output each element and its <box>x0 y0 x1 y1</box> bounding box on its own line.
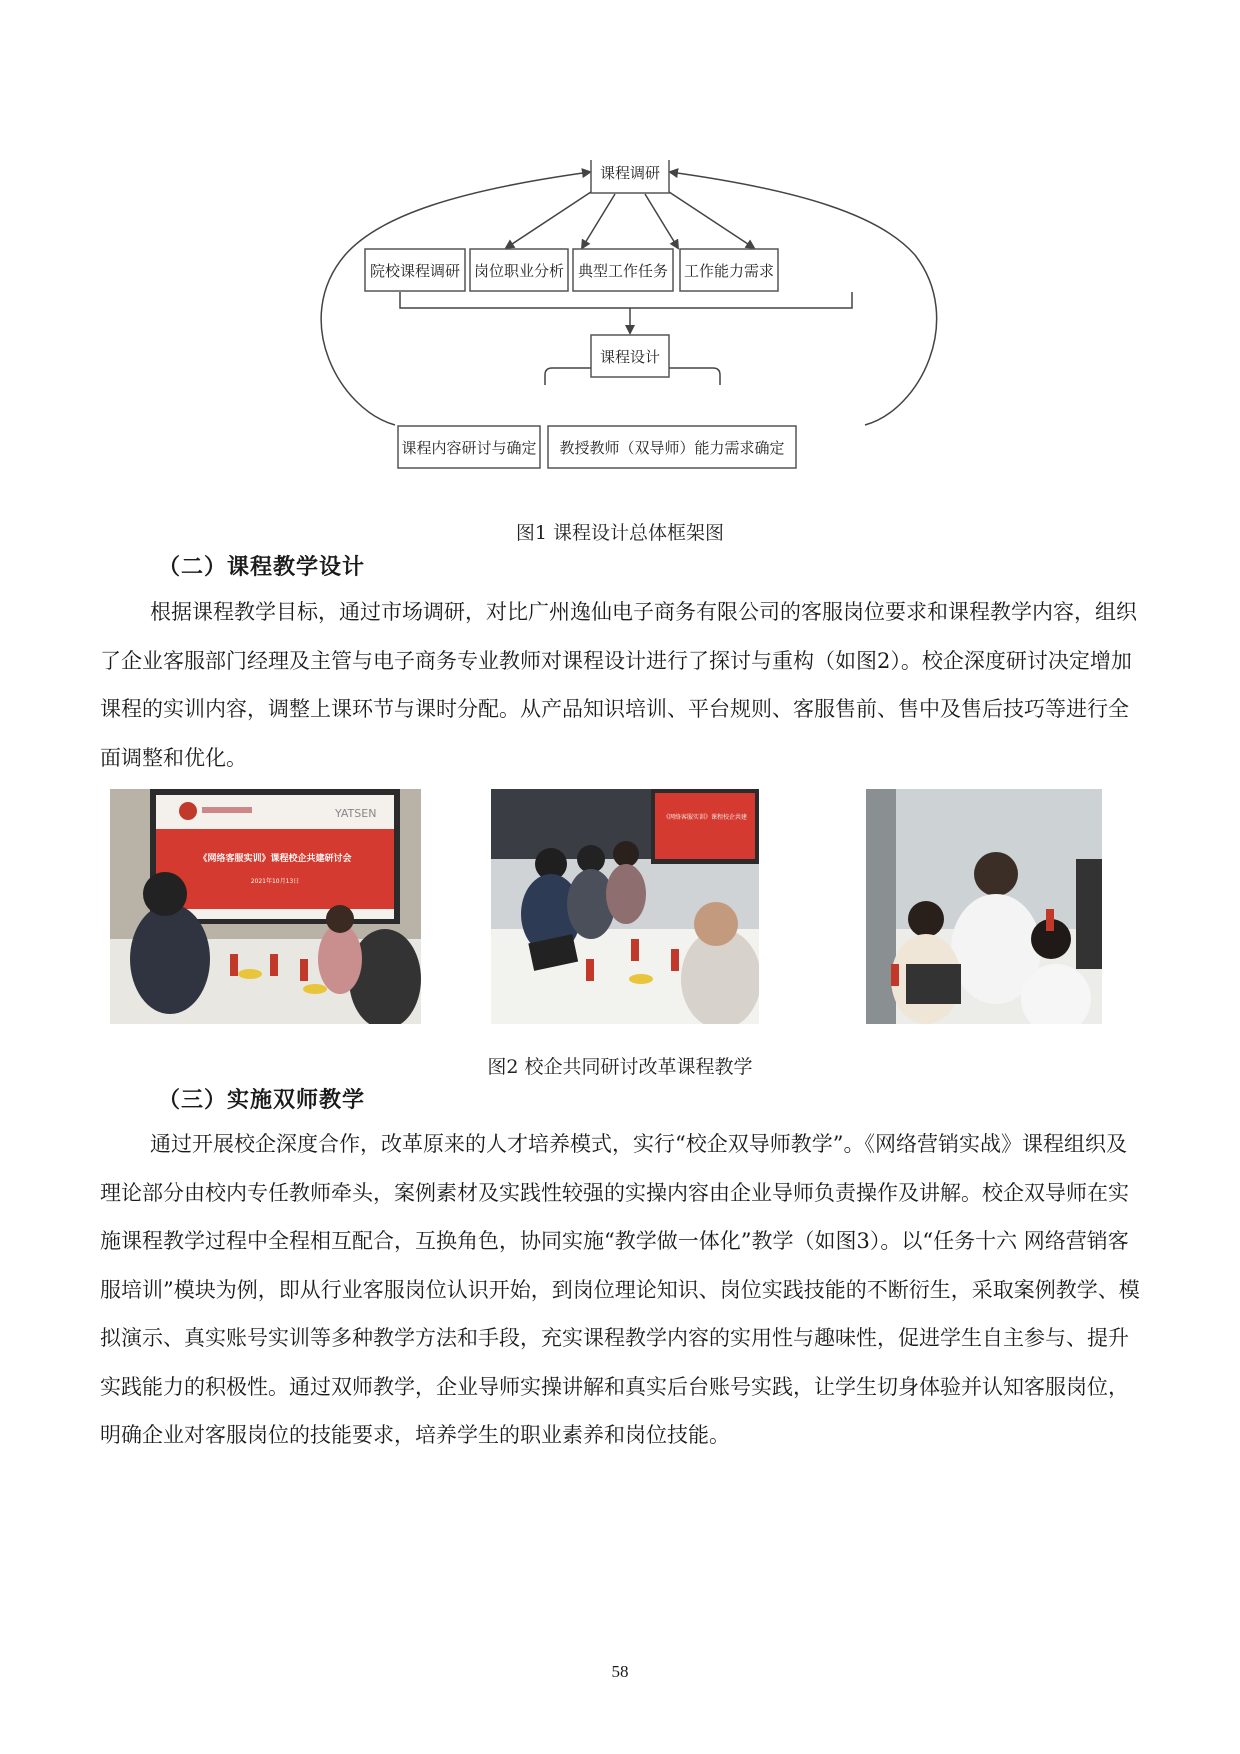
photo-meeting-2 <box>491 789 759 1024</box>
photo1-logo-text: YATSEN <box>335 807 377 820</box>
photo-meeting-1 <box>110 789 421 1024</box>
node-job-analysis <box>470 249 568 291</box>
node-course-design <box>591 335 669 377</box>
figure2-caption: 图2 校企共同研讨改革课程教学 <box>487 1056 753 1078</box>
node-dual-teacher-requirements <box>548 426 796 468</box>
photo1-screen-title: 《网络客服实训》课程校企共建研讨会 <box>198 854 352 864</box>
svg-text:课程设计: 课程设计 <box>599 348 661 366</box>
figure1-caption: 图1 课程设计总体框架图 <box>515 522 725 544</box>
section2-heading: （二）课程教学设计 <box>158 554 366 580</box>
svg-text:岗位职业分析: 岗位职业分析 <box>473 262 565 280</box>
svg-text:工作能力需求: 工作能力需求 <box>683 262 775 280</box>
loop-arrow-left <box>321 172 590 425</box>
photo1-screen-date: 2021年10月13日 <box>250 878 300 885</box>
svg-text:教授教师（双导师）能力需求确定: 教授教师（双导师）能力需求确定 <box>559 439 785 457</box>
svg-text:典型工作任务: 典型工作任务 <box>577 262 669 280</box>
svg-text:课程内容研讨与确定: 课程内容研讨与确定 <box>401 439 537 457</box>
section3-heading: （三）实施双师教学 <box>158 1087 366 1113</box>
photo-meeting-3 <box>866 789 1102 1024</box>
node-school-course-research <box>365 249 465 291</box>
node-course-research <box>591 160 669 193</box>
course-design-framework-diagram <box>320 160 940 480</box>
node-typical-tasks <box>573 249 673 291</box>
loop-arrow-right <box>670 172 937 425</box>
section3-paragraph: 通过开展校企深度合作，改革原来的人才培养模式，实行“校企双导师教学”。《网络营销实战》课程组织及理论部分由校内专任教师牵头，案例素材及实践性较强的实操内容由企业导师负责操作及讲解。校企双导师在实施课程教学过程中全程相互配合，互换角色，协同实施“教学做一体化”教学（如图3）。以“任务十六 网络营销客服培训”模块为例，即从行业客服岗位认识开始，到岗位理论知识、岗位实践技能的不断衍生，采取案例教学、模拟演示、真实账号实训等多种教学方法和手段，充实课程教学内容的实用性与趣味性，促进学生自主参与、提升实践能力的积极性。通过双师教学，企业导师实操讲解和真实后台账号实践，让学生切身体验并认知客服岗位，明确企业对客服岗位的技能要求，培养学生的职业素养和岗位技能。 <box>100 1132 1140 1447</box>
page-number: 58 <box>611 1662 629 1681</box>
photo2-screen-title: 《网络客服实训》课程校企共建 <box>662 814 748 821</box>
node-ability-requirements <box>680 249 778 291</box>
node-content-confirmation <box>398 426 540 468</box>
svg-text:课程调研: 课程调研 <box>599 164 661 182</box>
svg-text:院校课程调研: 院校课程调研 <box>369 262 461 280</box>
section2-paragraph: 根据课程教学目标，通过市场调研，对比广州逸仙电子商务有限公司的客服岗位要求和课程教学内容，组织了企业客服部门经理及主管与电子商务专业教师对课程设计进行了探讨与重构（如图2）。校企深度研讨决定增加课程的实训内容，调整上课环节与课时分配。从产品知识培训、平台规则、客服售前、售中及售后技巧等进行全面调整和优化。 <box>100 600 1137 770</box>
